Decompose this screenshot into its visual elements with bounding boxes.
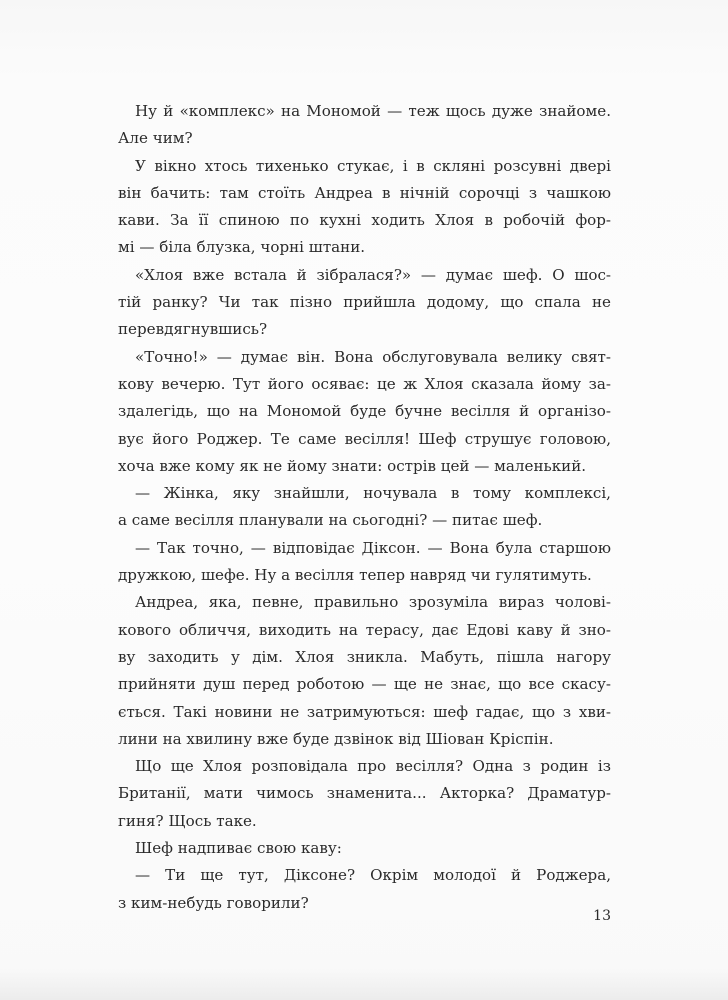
text-line: ву заходить у дім. Хлоя зникла. Мабуть, пішла нагору [118, 647, 611, 666]
text-line: тій ранку? Чи так пізно прийшла додому, що спала не [118, 293, 611, 312]
page-number: 13 [593, 908, 611, 924]
text-line: «Точно!» — думає він. Вона обслуговувала велику свят- [135, 347, 611, 366]
page-edge-shadow [0, 968, 728, 1000]
text-line: перевдягнувшись? [118, 320, 268, 339]
text-line: здалегідь, що на Мономой буде бучне весілля й організо- [118, 402, 611, 421]
body-text [118, 98, 611, 917]
text-line: Шеф надпиває свою каву: [135, 839, 342, 858]
text-line: Що ще Хлоя розповідала про весілля? Одна з родин із [135, 757, 611, 776]
text-line: лини на хвилину вже буде дзвінок від Шіован Кріспін. [118, 729, 554, 748]
text-line: дружкою, шефе. Ну а весілля тепер навряд чи гулятимуть. [118, 566, 592, 585]
text-line: кового обличчя, виходить на терасу, дає Едові каву й зно- [118, 620, 611, 639]
text-line: Андреа, яка, певне, правильно зрозуміла вираз чолові- [135, 593, 611, 612]
text-line: прийняти душ перед роботою — ще не знає, що все скасу- [118, 675, 611, 694]
text-line: У вікно хтось тихенько стукає, і в скляні розсувні двері [135, 156, 611, 175]
text-line: мі — біла блузка, чорні штани. [118, 238, 366, 257]
text-line: а саме весілля планували на сьогодні? — питає шеф. [118, 511, 543, 530]
text-line: — Жінка, яку знайшли, ночувала в тому комплексі, [135, 484, 611, 503]
text-line: вує його Роджер. Те саме весілля! Шеф струшує головою, [118, 429, 611, 448]
text-line: Ну й «комплекс» на Мономой — теж щось дуже знайоме. [135, 102, 611, 120]
text-line: з ким-небудь говорили? [118, 893, 309, 912]
text-line: ється. Такі новини не затримуються: шеф гадає, що з хви- [118, 702, 611, 721]
text-line: «Хлоя вже встала й зібралася?» — думає шеф. О шос- [135, 265, 611, 284]
text-line: кави. За її спиною по кухні ходить Хлоя в робочій фор- [118, 211, 611, 230]
text-line: Але чим? [118, 129, 193, 148]
text-line: кову вечерю. Тут його осяває: це ж Хлоя сказала йому за- [118, 374, 611, 393]
text-line: він бачить: там стоїть Андреа в нічній сорочці з чашкою [118, 183, 611, 202]
text-line: хоча вже кому як не йому знати: острів цей — маленький. [118, 456, 587, 475]
text-line: — Так точно, — відповідає Діксон. — Вона була старшою [135, 538, 611, 557]
text-line: Британії, мати чимось знаменита... Акторка? Драматур- [118, 784, 611, 803]
text-line: — Ти ще тут, Діксоне? Окрім молодої й Роджера, [135, 866, 611, 885]
text-line: гиня? Щось таке. [118, 811, 257, 830]
